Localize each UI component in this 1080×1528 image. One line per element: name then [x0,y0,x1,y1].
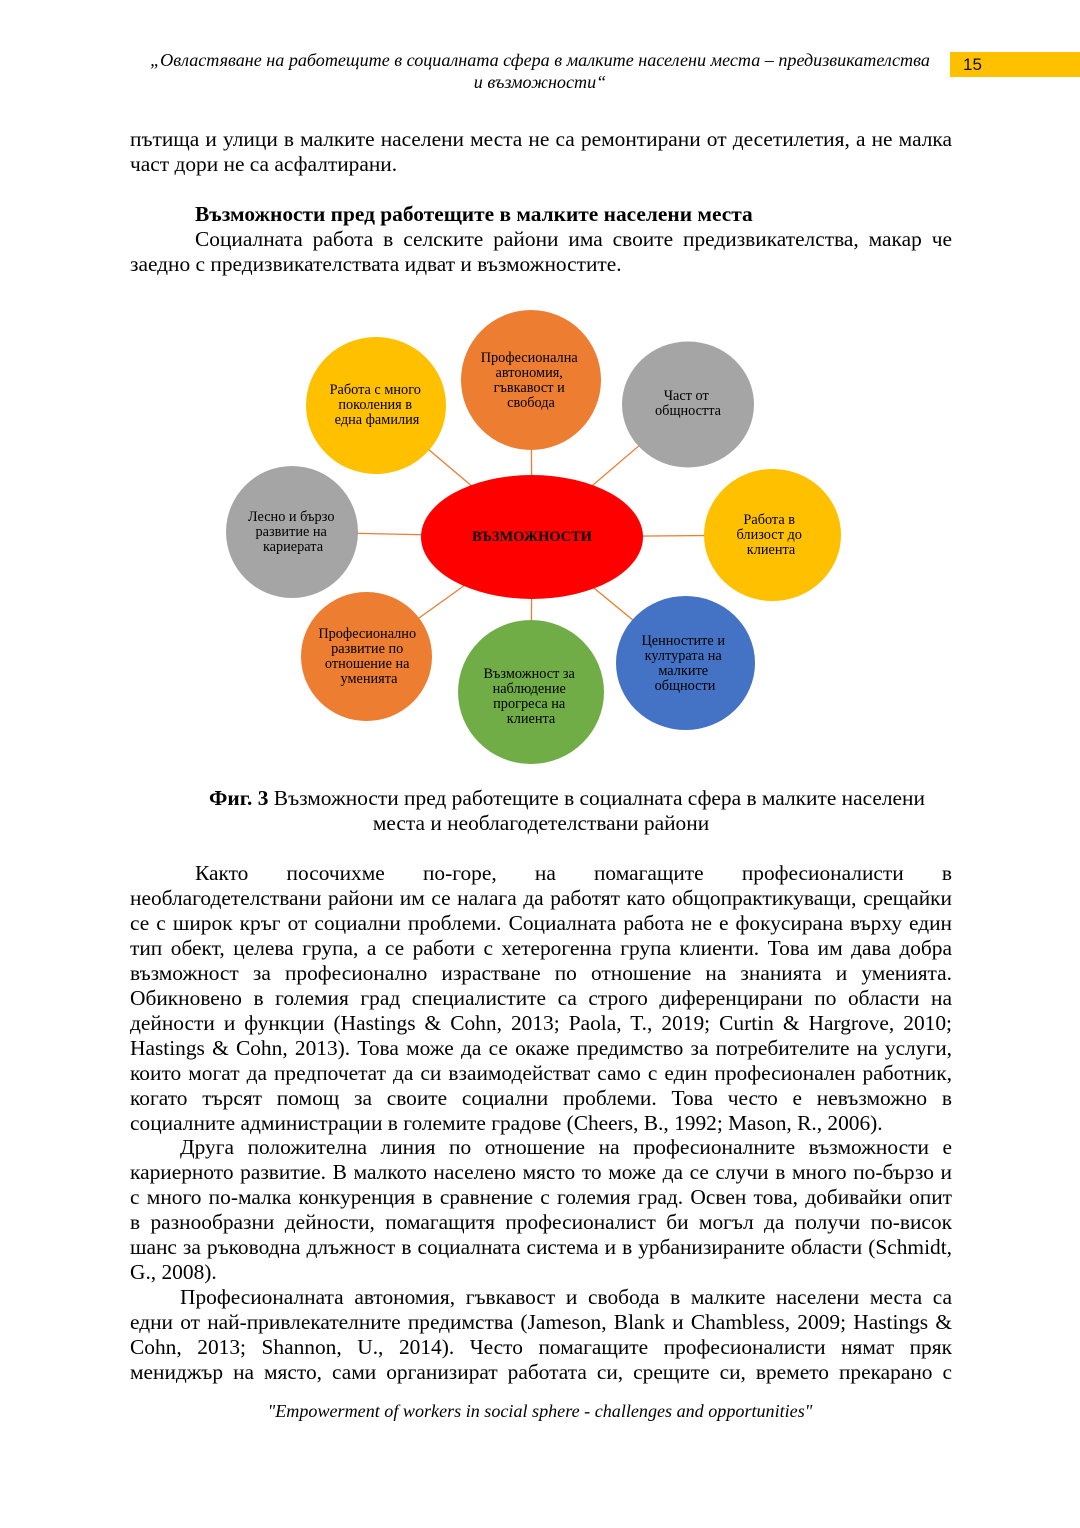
text-line: част дори не са асфалтирани. [130,152,398,176]
running-header-line: „Овластяване на работещите в социалната сфера в малките населени места – предизвикателства [150,50,930,70]
caption-line: места и необлагодетелствани райони [372,810,710,835]
text-line: G., 2008). [130,1260,217,1285]
text-line: които могат да предпочетат да си взаимодействат само с един професионален работник, [130,1060,952,1085]
text-line: когато търсят помощ за своите социални проблеми. Това често е невъзможно в [130,1085,952,1110]
page-number: 15 [963,55,982,74]
node-label-line: клиента [746,542,796,558]
node-label-line: уменията [340,671,398,687]
node-label-line: общността [655,403,721,419]
caption-text: Възможности пред работещите в социалната сфера в малките населени [273,785,925,810]
text-line: заедно с предизвикателствата идват и възможностите. [130,252,622,276]
node-label-line: общности [654,678,716,694]
paragraph [130,1135,952,1285]
node-label-part-of-community [655,388,722,419]
text-line: Както посочихме по-горе, на помагащите професионалисти в [195,861,952,885]
text-line: тип обект, целева група, а се работи с хетерогенна група клиенти. Това им дава добра [130,935,952,960]
page-number-badge [950,52,1080,77]
node-label-line: гъвкавост и [493,380,565,396]
node-label-line: Професионално [318,626,417,642]
node-label-multi-generation-work [330,382,425,428]
text-line: се с широк кръг от социални проблеми. Социалната работа не е фокусирана върху един [130,910,952,935]
text-line: Hastings & Cohn, 2013). Това може да се окаже предимство за потребителите на услуги, [130,1035,952,1060]
text-line: Социалната работа в селските райони има своите предизвикателства, макар че [195,227,952,251]
section-bottom-text [130,861,952,1385]
node-label-line: прогреса на [493,696,566,712]
node-label-line: развитие на [255,524,327,540]
node-label-line: Възможност за [483,666,575,682]
node-label-line: Работа в [743,512,796,528]
text-line: мениджър на място, сами организират работата си, срещите си, времето прекарано с [130,1360,952,1385]
section-heading: Възможности пред работещите в малките населени места [195,202,753,226]
node-label-line: Работа с много [329,382,421,398]
running-footer: "Empowerment of workers in social sphere - challenges and opportunities" [267,1401,813,1421]
node-label-line: една фамилия [334,412,420,428]
node-label-line: развитие по [331,641,404,657]
text-line: Професионалната автономия, гъвкавост и свобода в малките населени места са [180,1285,952,1310]
text-line: пътища и улици в малките населени места не са ремонтирани от десетилетия, а не малка [130,127,952,151]
paragraph [130,1285,952,1385]
node-label-line: близост до [736,527,802,543]
text-line: шанс за ръководна длъжност в социалната система и в урбанизираните области (Schmidt, [130,1235,952,1260]
text-line: Друга положителна линия по отношение на професионалните възможности е [180,1135,952,1160]
running-header [130,50,950,93]
text-line: социалните администрации в големите градове (Cheers, B., 1992; Mason, R., 2006). [130,1110,883,1135]
text-line: Cohn, 2013; Shannon, U., 2014). Често помагащите професионалисти нямат пряк [130,1335,952,1360]
node-label-line: наблюдение [492,681,566,697]
caption-line [130,786,952,811]
node-label-line: Част от [663,388,709,404]
node-label-line: поколения в [338,397,413,413]
node-label-line: автономия, [495,365,563,381]
node-label-line: Лесно и бързо [247,509,335,525]
text-line: необлагодетелствани райони им се налага да работят като общопрактикуващи, срещайки [130,885,952,910]
node-label-line: отношение на [324,656,410,672]
node-label-close-to-client [737,512,806,558]
opportunities-diagram [0,300,1080,780]
text-line: възможност за професионално израстване по отношение на знанията и уменията. [130,960,952,985]
text-line: с много по-малка конкуренция в сравнение с големия град. Освен това, добивайки опит [130,1185,952,1210]
node-label-line: свобода [507,395,555,411]
node-label-line: Ценностите и [641,633,725,649]
running-header-line: и възможности“ [473,71,607,92]
node-label-line: клиента [506,711,556,727]
node-label-line: културата на [644,648,722,664]
paragraph [130,861,952,1135]
caption-label: Фиг. 3 [209,785,269,810]
node-label-line: кариерата [262,539,324,555]
text-line: кариерното развитие. В малкото населено място то може да се случи в много по-бързо и [130,1160,952,1185]
center-label: ВЪЗМОЖНОСТИ [472,529,592,545]
text-line: в разнообразни дейности, помагащитя професионалист би могъл да получи по-висок [130,1210,952,1235]
node-label-line: малките [658,663,709,679]
section-top-text [130,127,952,277]
text-line: едни от най-привлекателните предимства (Jameson, Blank и Chambless, 2009; Hastings & [130,1310,952,1335]
text-line: Обикновено в големия град специалистите са строго диференцирани по области на [130,985,952,1010]
node-label-line: Професионална [480,350,578,366]
figure-caption [130,786,952,836]
text-line: дейности и функции (Hastings & Cohn, 2013; Paola, T., 2019; Curtin & Hargrove, 2010; [130,1010,952,1035]
